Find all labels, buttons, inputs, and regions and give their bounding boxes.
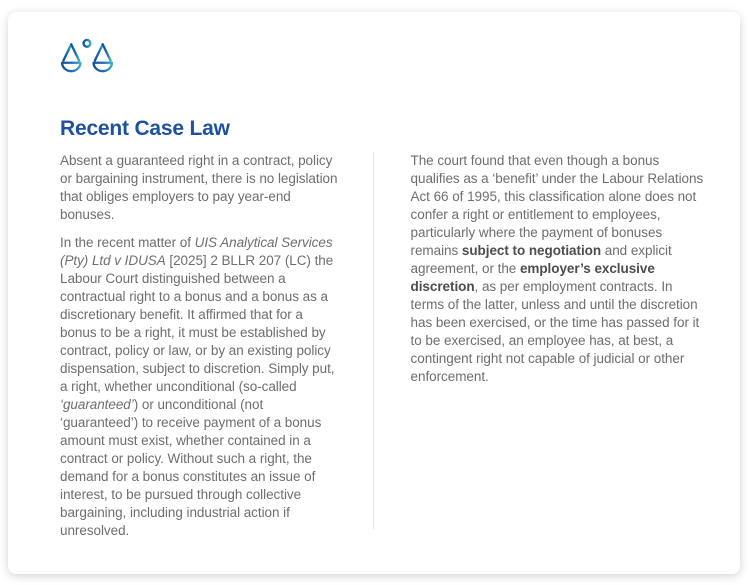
text-run: and explicit agreement, or the bbox=[410, 243, 672, 276]
text-run: The court found that even though a bonus qualifies as a ‘benefit’ under the Labour Relations Act 66 of 1995, this classification alone does not confer a right or entitlement to employees, particularly where the payment of bonuses remains bbox=[410, 153, 704, 258]
text-run: In the recent matter of bbox=[60, 235, 195, 250]
column-divider bbox=[373, 152, 374, 529]
paragraph bbox=[60, 152, 340, 224]
text-run: ) or unconditional (not ‘guaranteed’) to receive payment of a bonus amount must exist, whether contained in a contract or policy. Without such a right, the demand for a bonus constitutes an issue of interest, to be pursued through collective bargaining, including industrial action if unresolved. bbox=[60, 397, 322, 538]
text-run: ‘guaranteed’ bbox=[60, 397, 134, 412]
paragraph bbox=[60, 234, 340, 540]
left-column bbox=[60, 152, 340, 550]
scales-of-justice-svg bbox=[60, 36, 114, 100]
text-run: [2025] 2 BLLR 207 (LC) the Labour Court distinguished between a contractual right to a bonus and a bonus as a discretionary benefit. It affirmed that for a bonus to be a right, it must be established by contract, policy or law, or by an existing policy dispensation, subject to discretion. Simply put, a right, whether unconditional (so-called bbox=[60, 253, 335, 394]
scales-of-justice-icon bbox=[60, 36, 114, 100]
two-column-layout bbox=[60, 152, 704, 550]
text-run: employer’s exclusive discretion bbox=[410, 261, 655, 294]
text-run: , as per employment contracts. In terms of the latter, unless and until the discretion has been exercised, or the time has passed for it to be exercised, an employee has, at best, a contingent right not capable of judicial or other enforcement. bbox=[410, 279, 700, 384]
text-run: UIS Analytical Services (Pty) Ltd v IDUSA bbox=[60, 235, 333, 268]
case-law-card bbox=[8, 12, 740, 574]
paragraph bbox=[411, 152, 704, 386]
right-column bbox=[411, 152, 704, 396]
page-title: Recent Case Law bbox=[60, 117, 230, 140]
text-run: Absent a guaranteed right in a contract, policy or bargaining instrument, there is no legislation that obliges employers to pay year-end bonuses. bbox=[60, 153, 338, 222]
text-run: subject to negotiation bbox=[461, 243, 602, 258]
